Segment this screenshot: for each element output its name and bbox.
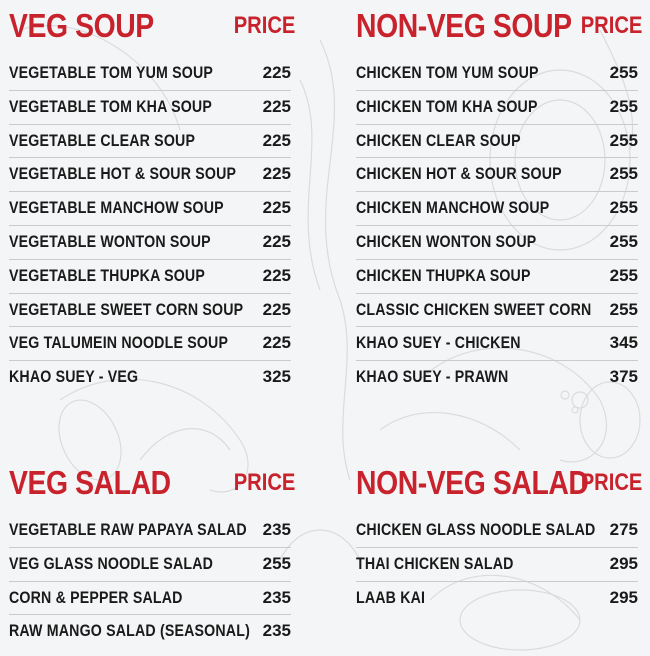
menu-item <box>356 514 638 548</box>
nonveg-soup-header <box>356 6 642 46</box>
menu-item <box>356 192 638 226</box>
item-name: CHICKEN HOT & SOUR SOUP <box>356 165 562 184</box>
menu-item <box>356 361 638 395</box>
menu-item <box>9 226 291 260</box>
item-price: 235 <box>262 587 291 607</box>
item-name: VEGETABLE CLEAR SOUP <box>9 131 196 150</box>
menu-item <box>356 260 638 294</box>
nonveg-salad-list <box>356 514 638 615</box>
item-name: THAI CHICKEN SALAD <box>356 554 514 573</box>
item-name: VEGETABLE TOM YUM SOUP <box>9 64 214 82</box>
menu-item <box>9 125 291 159</box>
item-name: VEGETABLE TOM KHA SOUP <box>9 97 212 116</box>
item-name: VEG TALUMEIN NOODLE SOUP <box>9 334 229 353</box>
menu-item <box>9 582 291 616</box>
veg-soup-list <box>9 57 291 395</box>
nonveg-soup-section <box>356 6 642 395</box>
item-name: CHICKEN CLEAR SOUP <box>356 131 521 150</box>
menu-item <box>9 158 291 192</box>
item-price: 295 <box>609 587 638 607</box>
item-name: RAW MANGO SALAD (SEASONAL) <box>9 622 250 641</box>
item-price: 225 <box>262 63 291 82</box>
item-price: 345 <box>609 333 638 353</box>
menu-item <box>356 158 638 192</box>
item-name: VEGETABLE RAW PAPAYA SALAD <box>9 521 247 539</box>
section-title: NON-VEG SOUP <box>356 7 572 44</box>
menu-item <box>9 91 291 125</box>
item-price: 255 <box>609 130 638 150</box>
item-name: VEGETABLE WONTON SOUP <box>9 232 211 251</box>
item-price: 225 <box>262 130 291 150</box>
item-name: KHAO SUEY - PRAWN <box>356 368 509 387</box>
veg-salad-header <box>9 463 295 503</box>
item-name: CHICKEN TOM YUM SOUP <box>356 64 539 82</box>
menu-item <box>9 548 291 582</box>
item-price: 255 <box>262 553 291 573</box>
menu-item <box>9 615 291 649</box>
price-column-label: PRICE <box>233 12 295 39</box>
item-name: CHICKEN WONTON SOUP <box>356 232 537 251</box>
item-price: 255 <box>609 96 638 116</box>
item-price: 375 <box>609 367 638 387</box>
item-price: 255 <box>609 63 638 82</box>
menu-item <box>356 226 638 260</box>
menu-item <box>356 294 638 328</box>
item-name: CHICKEN THUPKA SOUP <box>356 266 531 285</box>
menu-item <box>356 125 638 159</box>
menu-item <box>9 361 291 395</box>
menu-item <box>356 57 638 91</box>
item-price: 235 <box>262 520 291 539</box>
item-price: 255 <box>609 231 638 251</box>
veg-salad-list <box>9 514 291 649</box>
item-price: 255 <box>609 265 638 285</box>
item-name: VEGETABLE THUPKA SOUP <box>9 266 205 285</box>
item-price: 255 <box>609 164 638 184</box>
item-name: VEG GLASS NOODLE SALAD <box>9 554 214 573</box>
veg-soup-header <box>9 6 295 46</box>
item-price: 225 <box>262 231 291 251</box>
menu-item <box>9 294 291 328</box>
nonveg-salad-header <box>356 463 642 503</box>
menu-item <box>356 327 638 361</box>
item-price: 255 <box>609 299 638 319</box>
menu-item <box>9 327 291 361</box>
item-price: 225 <box>262 333 291 353</box>
item-price: 235 <box>262 621 291 641</box>
item-price: 225 <box>262 198 291 218</box>
menu-item <box>9 57 291 91</box>
item-name: VEGETABLE HOT & SOUR SOUP <box>9 165 237 184</box>
item-price: 325 <box>262 367 291 387</box>
item-price: 225 <box>262 299 291 319</box>
item-name: CHICKEN GLASS NOODLE SALAD <box>356 521 596 539</box>
section-title: NON-VEG SALAD <box>356 464 589 501</box>
item-name: CHICKEN MANCHOW SOUP <box>356 199 550 218</box>
item-price: 225 <box>262 265 291 285</box>
item-name: KHAO SUEY - CHICKEN <box>356 334 521 353</box>
item-name: CORN & PEPPER SALAD <box>9 588 183 607</box>
menu-item <box>356 548 638 582</box>
item-price: 225 <box>262 96 291 116</box>
price-column-label: PRICE <box>580 469 642 496</box>
menu-item <box>9 192 291 226</box>
price-column-label: PRICE <box>233 469 295 496</box>
menu-item <box>9 514 291 548</box>
item-name: LAAB KAI <box>356 588 426 607</box>
item-price: 225 <box>262 164 291 184</box>
nonveg-soup-list <box>356 57 638 395</box>
section-title: VEG SALAD <box>9 464 171 501</box>
veg-salad-section <box>9 463 295 649</box>
menu-item <box>356 91 638 125</box>
item-name: CHICKEN TOM KHA SOUP <box>356 97 538 116</box>
nonveg-salad-section <box>356 463 642 615</box>
veg-soup-section <box>9 6 295 395</box>
menu-item <box>9 260 291 294</box>
item-name: CLASSIC CHICKEN SWEET CORN <box>356 300 592 319</box>
item-price: 295 <box>609 553 638 573</box>
item-name: VEGETABLE SWEET CORN SOUP <box>9 300 244 319</box>
section-title: VEG SOUP <box>9 7 154 44</box>
menu-item <box>356 582 638 616</box>
item-name: VEGETABLE MANCHOW SOUP <box>9 199 224 218</box>
item-price: 255 <box>609 198 638 218</box>
item-name: KHAO SUEY - VEG <box>9 368 139 387</box>
price-column-label: PRICE <box>580 12 642 39</box>
item-price: 275 <box>609 520 638 539</box>
